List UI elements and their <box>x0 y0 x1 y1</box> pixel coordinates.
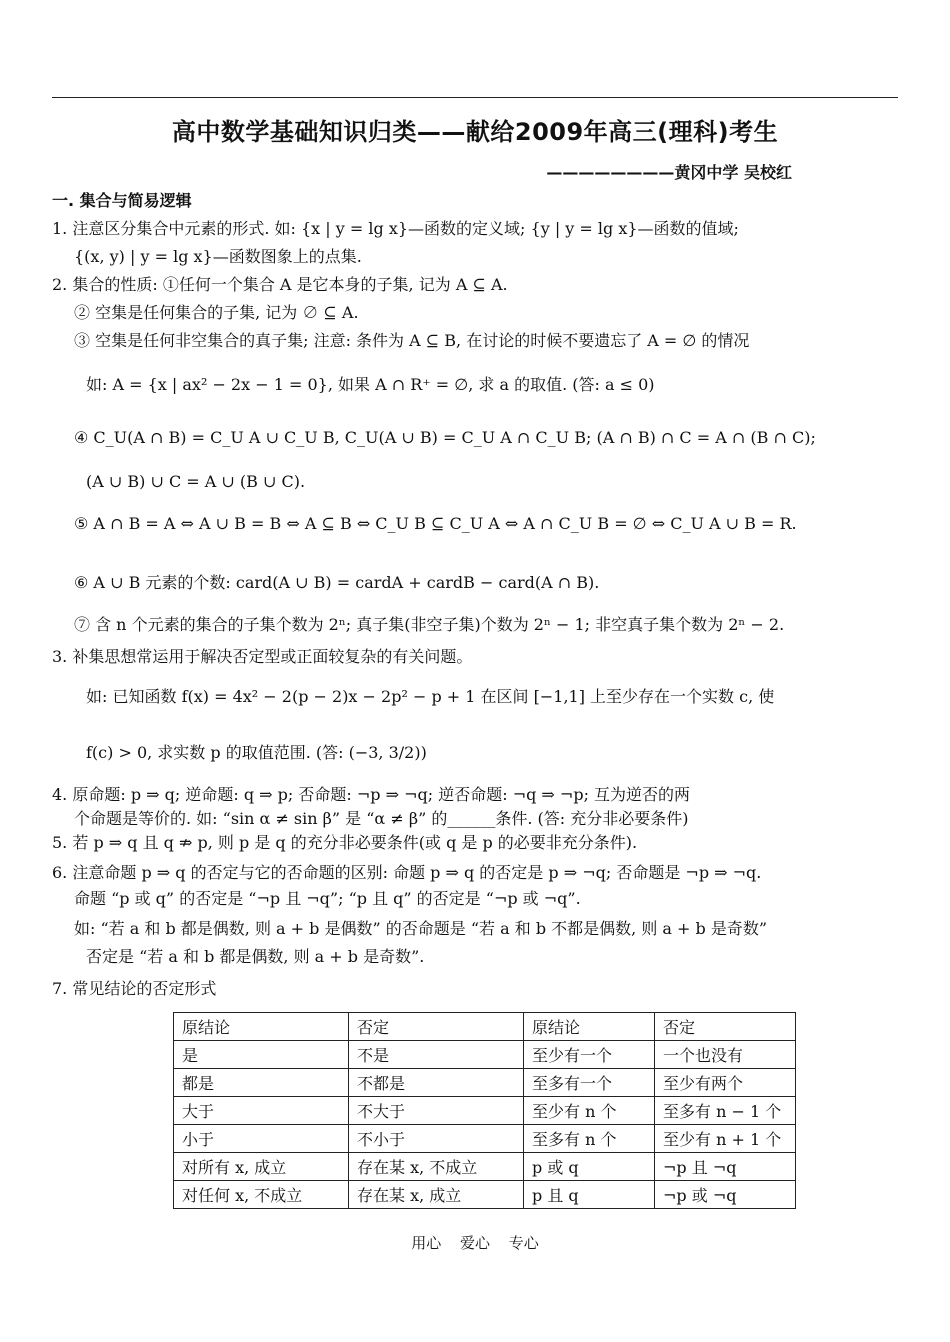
table-row <box>174 1041 796 1069</box>
item-2-example: 如: A = {x | ax² − 2x − 1 = 0}, 如果 A ∩ R⁺ = ∅, 求 a 的取值. (答: a ≤ 0) <box>86 375 655 394</box>
table-row <box>174 1125 796 1153</box>
table-header-row <box>174 1013 796 1041</box>
item-6-line-b: 命题 “p 或 q” 的否定是 “¬p 且 ¬q”; “p 且 q” 的否定是 “¬p 或 ¬q”. <box>74 889 581 908</box>
table-cell: p 或 q <box>524 1153 655 1181</box>
table-row <box>174 1069 796 1097</box>
item-2-property-7: ⑦ 含 n 个元素的集合的子集个数为 2ⁿ; 真子集(非空子集)个数为 2ⁿ − 1; 非空真子集个数为 2ⁿ − 2. <box>74 615 785 634</box>
table-row <box>174 1097 796 1125</box>
table-cell: 至少有一个 <box>524 1041 655 1069</box>
item-1-line-a: 1. 注意区分集合中元素的形式. 如: {x | y = lg x}—函数的定义域; {y | y = lg x}—函数的值域; <box>52 219 739 238</box>
item-6-example-cont: 否定是 “若 a 和 b 都是偶数, 则 a + b 是奇数”. <box>86 947 425 966</box>
table-header-cell: 原结论 <box>524 1013 655 1041</box>
table-cell: 对任何 x, 不成立 <box>174 1181 349 1209</box>
table-cell: ¬p 或 ¬q <box>655 1181 796 1209</box>
table-row <box>174 1181 796 1209</box>
table-cell: 都是 <box>174 1069 349 1097</box>
table-cell: 是 <box>174 1041 349 1069</box>
top-rule <box>52 97 898 98</box>
table-row <box>174 1153 796 1181</box>
item-4-line-b: 个命题是等价的. 如: “sin α ≠ sin β” 是 “α ≠ β” 的______条件. (答: 充分非必要条件) <box>74 809 689 828</box>
table-cell: p 且 q <box>524 1181 655 1209</box>
item-3-example-cont: f(c) > 0, 求实数 p 的取值范围. (答: (−3, 3/2)) <box>86 743 427 762</box>
table-cell: 不大于 <box>349 1097 524 1125</box>
item-6-line-a: 6. 注意命题 p ⇒ q 的否定与它的否命题的区别: 命题 p ⇒ q 的否定是 p ⇒ ¬q; 否命题是 ¬p ⇒ ¬q. <box>52 863 762 882</box>
table-cell: 不都是 <box>349 1069 524 1097</box>
table-cell: 至多有 n 个 <box>524 1125 655 1153</box>
item-4-line-a: 4. 原命题: p ⇒ q; 逆命题: q ⇒ p; 否命题: ¬p ⇒ ¬q; 逆否命题: ¬q ⇒ ¬p; 互为逆否的两 <box>52 785 691 804</box>
author-line: ————————黄冈中学 吴校红 <box>546 163 792 182</box>
item-2-property-4-cont: (A ∪ B) ∪ C = A ∪ (B ∪ C). <box>86 472 306 491</box>
negation-table <box>173 1012 796 1209</box>
table-header-cell: 原结论 <box>174 1013 349 1041</box>
table-cell: 至少有两个 <box>655 1069 796 1097</box>
table-cell: 至多有 n − 1 个 <box>655 1097 796 1125</box>
table-cell: 一个也没有 <box>655 1041 796 1069</box>
item-2-property-5: ⑤ A ∩ B = A ⇔ A ∪ B = B ⇔ A ⊆ B ⇔ C_U B ⊆ C_U A ⇔ A ∩ C_U B = ∅ ⇔ C_U A ∪ B = R. <box>74 514 797 533</box>
table-cell: 不小于 <box>349 1125 524 1153</box>
table-cell: 至少有 n + 1 个 <box>655 1125 796 1153</box>
table-header-cell: 否定 <box>655 1013 796 1041</box>
table-cell: 不是 <box>349 1041 524 1069</box>
page-footer: 用心 爱心 专心 <box>411 1234 539 1252</box>
item-2-line-b: ② 空集是任何集合的子集, 记为 ∅ ⊆ A. <box>74 303 359 322</box>
item-1-line-b: {(x, y) | y = lg x}—函数图象上的点集. <box>74 247 362 266</box>
table-cell: 存在某 x, 不成立 <box>349 1153 524 1181</box>
item-2-property-6: ⑥ A ∪ B 元素的个数: card(A ∪ B) = cardA + cardB − card(A ∩ B). <box>74 573 600 592</box>
table-cell: 对所有 x, 成立 <box>174 1153 349 1181</box>
item-2-line-a: 2. 集合的性质: ①任何一个集合 A 是它本身的子集, 记为 A ⊆ A. <box>52 275 508 294</box>
page-title: 高中数学基础知识归类——献给2009年高三(理科)考生 <box>171 118 779 146</box>
table-cell: 大于 <box>174 1097 349 1125</box>
table-cell: 存在某 x, 成立 <box>349 1181 524 1209</box>
table-header-cell: 否定 <box>349 1013 524 1041</box>
table-cell: 至少有 n 个 <box>524 1097 655 1125</box>
item-7-line: 7. 常见结论的否定形式 <box>52 979 217 998</box>
item-2-property-4: ④ C_U(A ∩ B) = C_U A ∪ C_U B, C_U(A ∪ B) = C_U A ∩ C_U B; (A ∩ B) ∩ C = A ∩ (B ∩ C); <box>74 428 816 447</box>
section-heading: 一. 集合与简易逻辑 <box>52 191 192 210</box>
item-3-line-a: 3. 补集思想常运用于解决否定型或正面较复杂的有关问题。 <box>52 647 473 666</box>
table-cell: ¬p 且 ¬q <box>655 1153 796 1181</box>
item-2-line-c: ③ 空集是任何非空集合的真子集; 注意: 条件为 A ⊆ B, 在讨论的时候不要遗忘了 A = ∅ 的情况 <box>74 331 750 350</box>
item-6-example: 如: “若 a 和 b 都是偶数, 则 a + b 是偶数” 的否命题是 “若 a 和 b 不都是偶数, 则 a + b 是奇数” <box>74 919 768 938</box>
table-cell: 至多有一个 <box>524 1069 655 1097</box>
item-3-example: 如: 已知函数 f(x) = 4x² − 2(p − 2)x − 2p² − p + 1 在区间 [−1,1] 上至少存在一个实数 c, 使 <box>86 687 775 706</box>
table-cell: 小于 <box>174 1125 349 1153</box>
item-5-line: 5. 若 p ⇒ q 且 q ⇏ p, 则 p 是 q 的充分非必要条件(或 q 是 p 的必要非充分条件). <box>52 833 638 852</box>
